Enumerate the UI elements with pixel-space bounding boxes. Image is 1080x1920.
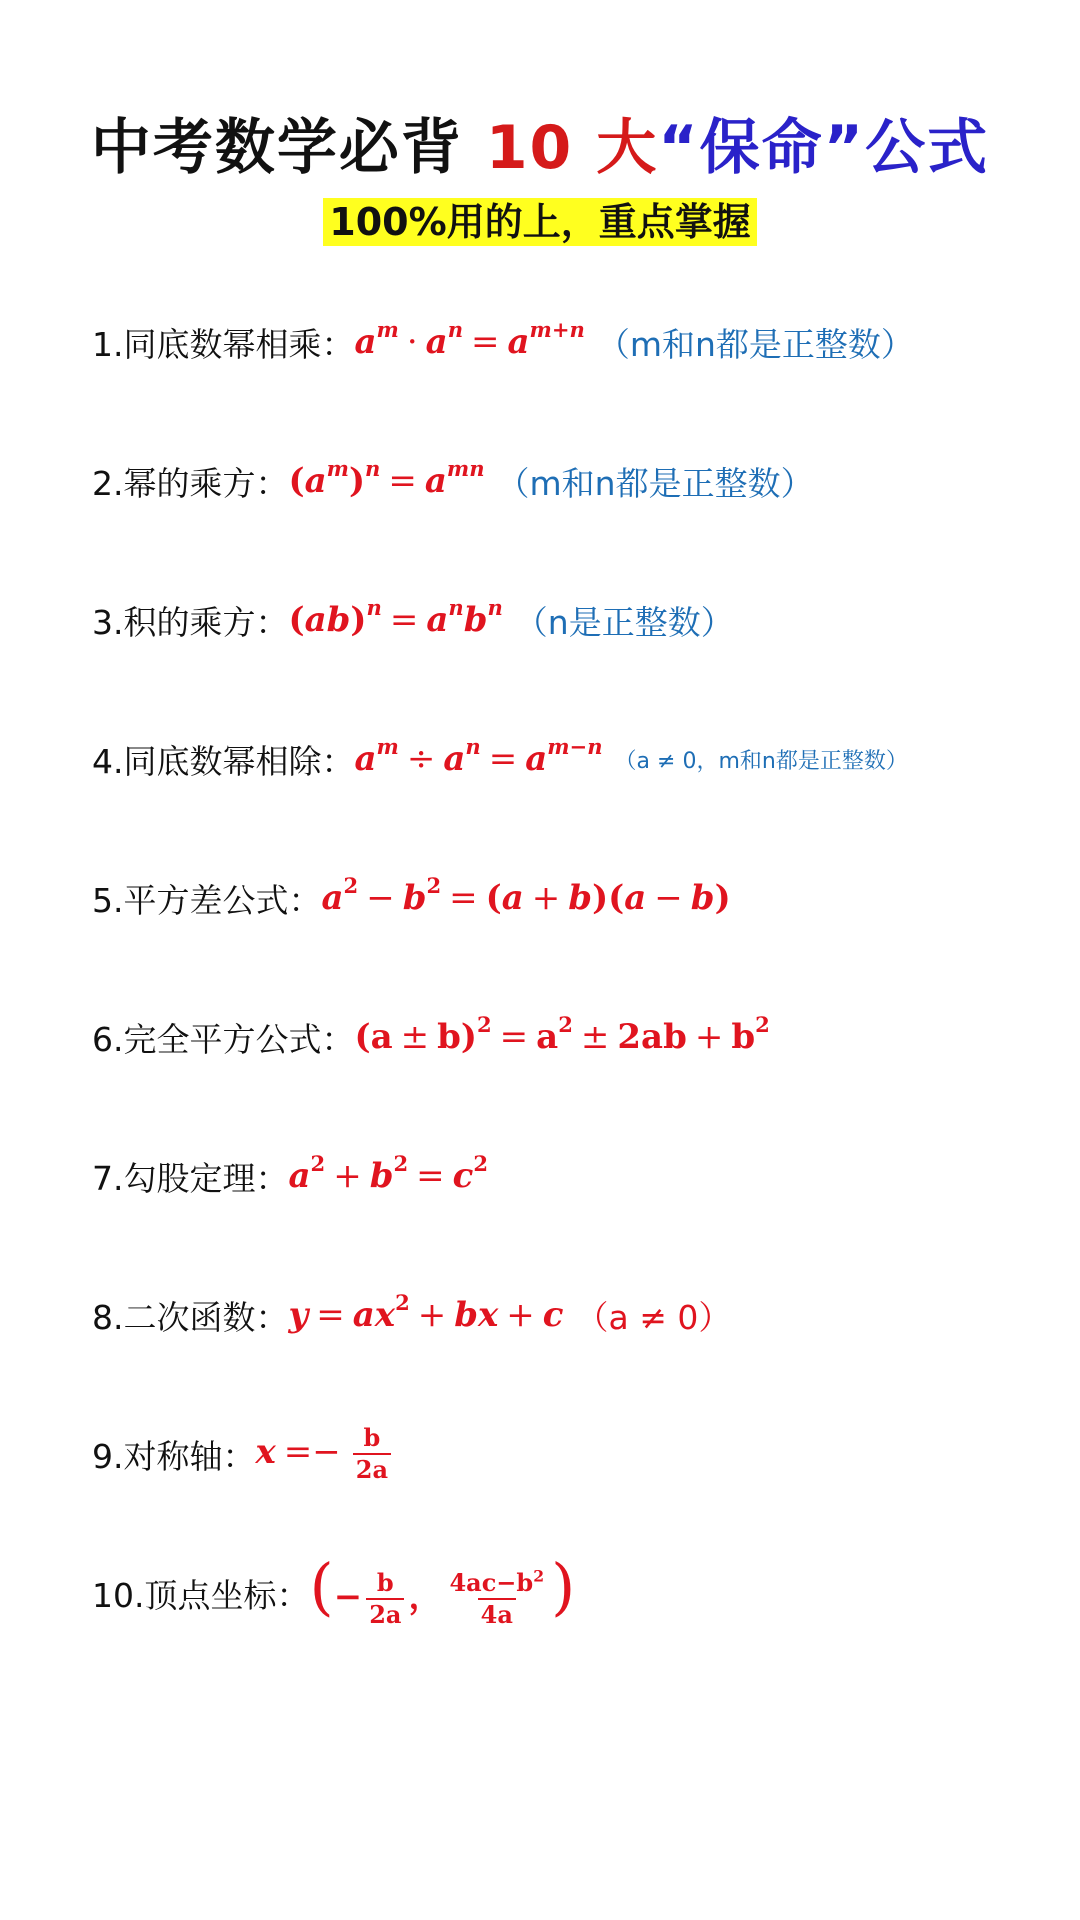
formula-row-8	[92, 1275, 731, 1355]
formula-expression: (− $\frac{b}{2a}$ ， $\frac{4ac-b^2}{4a}$ )	[309, 1550, 576, 1629]
subtitle: 100%用的上，重点掌握	[323, 198, 756, 246]
formula-row-2	[92, 441, 814, 521]
formula-label: 8.二次函数：	[92, 1297, 289, 1337]
fraction: $\frac{b}{2a}$	[366, 1568, 404, 1630]
formula-expression: $a^m \cdot a^n = a^{m+n}$	[354, 317, 585, 362]
formula-row-6	[92, 997, 770, 1077]
title-end: 公式	[865, 113, 990, 183]
formula-row-5	[92, 858, 731, 938]
formula-label: 4.同底数幂相除：	[92, 741, 355, 781]
formula-row-10	[92, 1550, 576, 1633]
formula-row-7	[92, 1136, 488, 1216]
formula-label: 2.幂的乘方：	[92, 463, 289, 503]
formula-row-1	[92, 302, 914, 382]
formula-label: 9.对称轴：	[92, 1436, 256, 1476]
formula-note: （m和n都是正整数）	[596, 324, 914, 364]
formula-expression: $(ab)^n = a^nb^n$	[288, 595, 503, 640]
formula-note: （m和n都是正整数）	[496, 463, 814, 503]
formula-label: 3.积的乘方：	[92, 602, 289, 642]
formula-row-9	[92, 1414, 395, 1494]
title-number: 10	[485, 113, 574, 183]
formula-label: 6.完全平方公式：	[92, 1019, 355, 1059]
formula-note: （a ≠ 0，m和n都是正整数）	[614, 748, 908, 774]
fraction: $\frac{b}{2a}$	[353, 1423, 391, 1485]
formula-expression: $(a \pm b)^2 = a^2 \pm 2ab + b^2$	[354, 1012, 770, 1057]
formula-row-3	[92, 580, 734, 660]
formula-expression: $y = ax^2$ + bx + c	[288, 1290, 564, 1335]
formula-expression: $a^2 - b^2 = (a + b)(a - b)$	[321, 873, 731, 918]
title-quoted: “保命”	[658, 113, 866, 183]
formula-row-4	[92, 719, 908, 799]
formula-note: （n是正整数）	[514, 602, 734, 642]
formula-expression: x =− $\frac{b}{2a}$	[256, 1423, 396, 1485]
formula-note: （a ≠ 0）	[575, 1297, 732, 1337]
fraction: $\frac{4ac-b^2}{4a}$	[449, 1566, 545, 1629]
formula-label: 10.顶点坐标：	[92, 1575, 310, 1615]
title-big: 大	[596, 113, 659, 183]
formula-expression: $(a^m)^n = a^{mn}$	[288, 456, 485, 501]
subtitle-container	[0, 198, 1080, 246]
formula-expression: $a^m \div a^n = a^{m-n}$	[354, 734, 603, 779]
formula-expression: $a^2 + b^2 = c^2$	[288, 1151, 489, 1196]
formula-label: 1.同底数幂相乘：	[92, 324, 355, 364]
formula-label: 7.勾股定理：	[92, 1158, 289, 1198]
page-title	[0, 108, 1080, 188]
formula-label: 5.平方差公式：	[92, 880, 322, 920]
title-main: 中考数学必背	[90, 113, 463, 183]
